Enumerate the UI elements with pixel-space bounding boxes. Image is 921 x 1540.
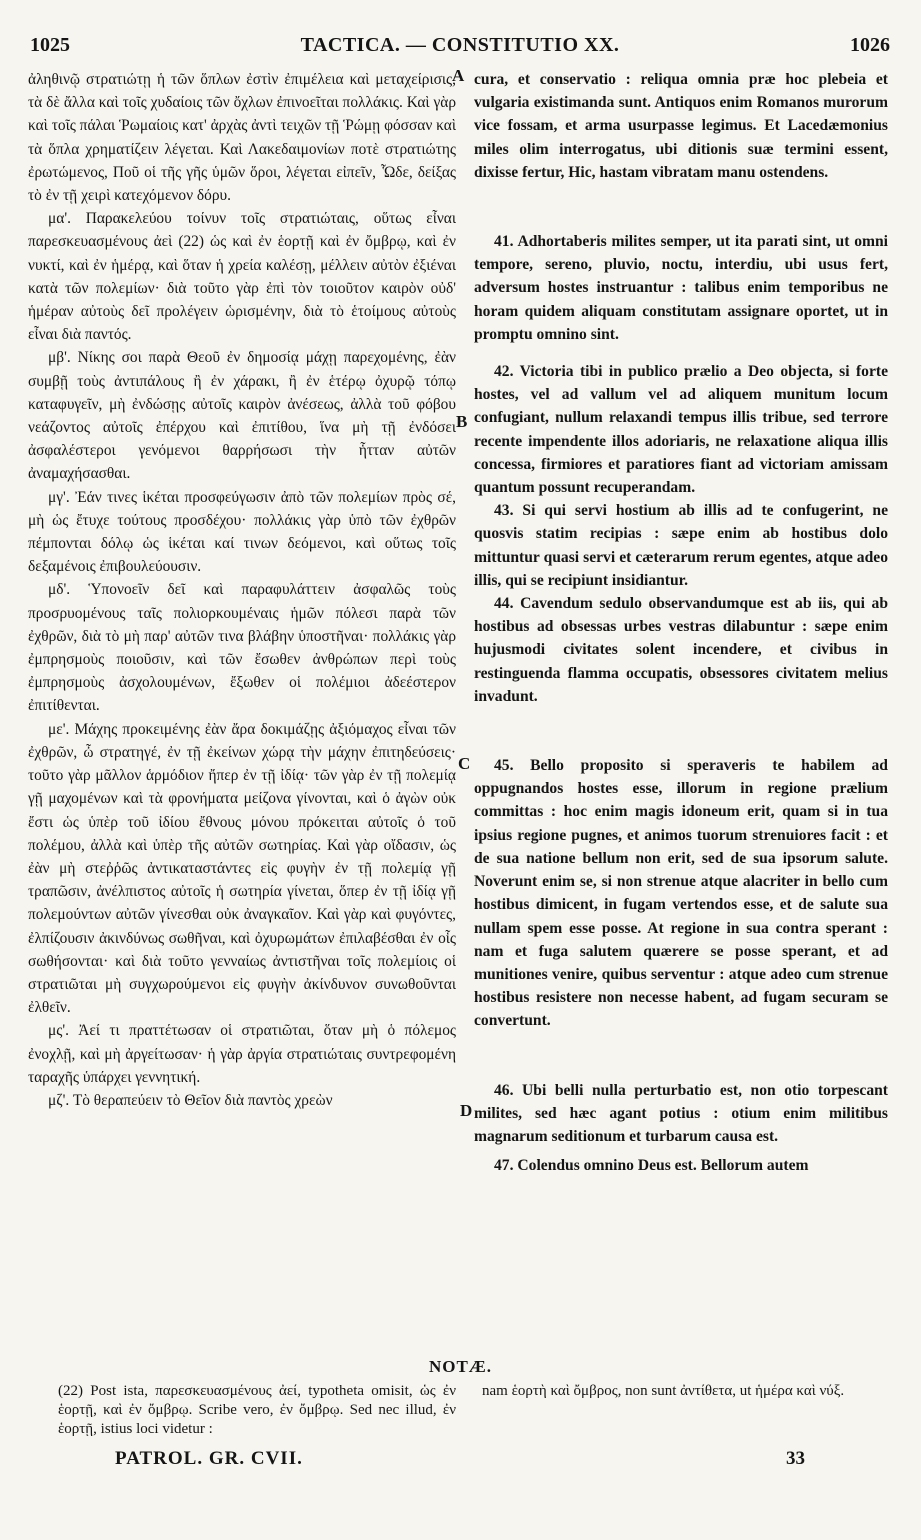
left-page-number: 1025 [30, 34, 70, 56]
latin-paragraph-46: 46. Ubi belli nulla perturbatio est, non otio torpescant milites, sed hæc agant potius : otium enim militibus magnarum seditionum et turbarum causa est. [474, 1081, 888, 1145]
latin-paragraph-42: 42. Victoria tibi in publico prælio a Deo objecta, si forte hostes, vel ad vallum vel ad aliquem munitum locum confugiant, nullum relaxandi tempus illis tribue, sed terrore recente impendente illos adoriaris, ne relaxatione aliqua illis concessa, firmiores et paratiores fiant ad victoriam amissam quantum possunt recuperandam. [474, 363, 888, 497]
margin-letter-c: C [458, 754, 471, 773]
margin-letter-a: A [452, 66, 465, 85]
latin-paragraph-47: 47. Colendus omnino Deus est. Bellorum autem [494, 1157, 809, 1175]
running-header [30, 34, 890, 58]
greek-paragraph-41: μα'. Παρακελεύου τοίνυν τοῖς στρατιώταις, οὕτως εἶναι παρεσκευασμένους ἀεὶ (22) ὡς καὶ ἐν ἑορτῇ καὶ ἐν ὄμβρῳ, καὶ ἐν νυκτί, καὶ ἐν ἡμέρᾳ, καὶ ὅταν ἡ χρεία καλέσῃ, μέλλειν αὐτὸν ἐξιέναι κατὰ τῶν πολεμίων· διὰ τοῦτο γὰρ ἐπὶ τὸν τοιοῦτον καιρὸν οὐδ' ἡμέραν αὐτοὺς δεῖ προλέγειν ὡρισμένην, διὰ τὸ ἑτοίμους αὐτοὺς εἶναι διὰ παντός. [28, 210, 456, 344]
note-22-right: nam ἑορτὴ καὶ ὄμβρος, non sunt ἀντίθετα, ut ἡμέρα καὶ νύξ. [482, 1383, 845, 1399]
greek-paragraph-intro: ἀληθινῷ στρατιώτῃ ἡ τῶν ὅπλων ἐστὶν ἐπιμέλεια καὶ μεταχείρισις, τὰ δὲ ἄλλα καὶ τοῖς χυδαίοις τῶν ὄχλων ἐπινοεῖται πολλάκις. Καὶ γὰρ καὶ τοῖς πάλαι Ῥωμαίοις κατ' ἀρχὰς ἀντὶ τειχῶν τῇ Ῥώμῃ φόσσαν καὶ τὰ ὅπλα χρηματίζειν λέγεται. Καὶ Λακεδαιμονίων ποτὲ στρατιώτης ἐρωτώμενος, Ποῦ οἱ τῆς γῆς ὑμῶν ὅροι, λέγεται εἰπεῖν, Ὧδε, δείξας τὸ ἐν τῇ χειρὶ κατεχόμενον δόρυ. [28, 71, 456, 205]
running-title: TACTICA. — CONSTITUTIO XX. [300, 34, 620, 56]
greek-paragraph-47: μζ'. Τὸ θεραπεύειν τὸ Θεῖον διὰ παντὸς χρεὼν [48, 1091, 333, 1109]
latin-paragraph-45: 45. Bello proposito si speraveris te habilem ad oppugnandos hostes esse, illorum in regione prælium committas : hoc enim magis idoneum erit, quam si in tua ipsius regione pugnes, et animos tuorum strenuiores facit : et de sua natione bellum non erit, sed de sua ipsorum salute. Noverunt enim se, si non strenue atque alacriter in bello cum hostibus dimicent, in fugam vertendos esse, et de salute sua nullam spem esse posse. At regione in sua contra sperant : nam et fuga salutem quærere se posse sperant, et ad munitiones venire, quibus serventur : atque adeo cum strenue hostibus resistere non necesse habent, ad fugam securam se convertunt. [474, 757, 888, 1030]
latin-paragraph-44: 44. Cavendum sedulo observandumque est ab iis, qui ab hostibus ad obsessas urbes vestras dilabuntur : sæpe enim hujusmodi civitates solent incendere, et civibus in restinguenda flamma occupatis, obsessores civitatem melius invadunt. [474, 595, 888, 705]
note-22-left: (22) Post ista, παρεσκευασμένους ἀεί, typotheta omisit, ὡς ἐν ἑορτῇ, καὶ ἐν ὄμβρῳ. Scribe vero, ἐν ὄμβρῳ. Sed nec illud, ἐν ἑορτῇ, istius loci videtur : [58, 1383, 456, 1437]
greek-paragraph-43: μγ'. Ἐάν τινες ἱκέται προσφεύγωσιν ἀπὸ τῶν πολεμίων πρὸς σέ, μὴ ὡς ἔτυχε τούτους προσδέχου· πολλάκις γὰρ ὑπὸ τῶν ἐχθρῶν πέμπονται δόλῳ ὡς ἱκέται καί τινων δεόμενοι, καὶ οὕτως τοῖς δεξαμένοις ἐπιβουλεύουσιν. [28, 488, 456, 576]
latin-column [474, 68, 888, 1177]
latin-paragraph-41: 41. Adhortaberis milites semper, ut ita parati sint, ut omni tempore, sereno, pluvio, noctu, interdiu, ubi usus fert, adversum hostes instruantur : talibus enim temporibus ne horam quidem aliquam constitutam assignare oportet, ut in promptu omnino sint. [474, 233, 888, 343]
signature-mark: PATROL. GR. CVII. [115, 1448, 303, 1469]
latin-paragraph-intro: cura, et conservatio : reliqua omnia præ hoc plebeia et vulgaria existimanda sunt. Antiquos enim Romanos murorum vice fossam, et arma usurpasse legimus. Et Lacedæmonius miles olim interrogatus, ubi ditionis suæ termini essent, dixisse fertur, Hic, hastam vibratam manu ostendens. [474, 71, 888, 181]
greek-paragraph-45: με'. Μάχης προκειμένης ἐὰν ἄρα δοκιμάζῃς ἀξιόμαχος εἶναι τῶν ἐχθρῶν, ὦ στρατηγέ, ἐν τῇ ἐκείνων χώρᾳ τὴν μάχην ἐπιτηδεύσεις· τοῦτο γὰρ μᾶλλον ἁρμόδιον ἤπερ ἐν τῇ ἰδίᾳ· τῶν γὰρ ἐν τῇ πολεμίᾳ γῇ μαχομένων καὶ τὰ φρονήματα μείζονα γίνονται, καὶ ὁ ἀγὼν οὐκ ἔστι ὡς ὑπὲρ τοῦ ἰδίου ἔθνους μόνου πρόκειται αὐτοῖς ὁ τοῦ πολέμου, ἀλλὰ καὶ ὑπὲρ τῆς αὐτῶν σωτηρίας. Καὶ γὰρ οἴδασιν, ὡς ἐὰν μὴ στεῤῥῶς ἀντικαταστάντες εἰς φυγὴν ἐν τῇ πολεμίᾳ γῇ τραπῶσιν, ἀνέλπιστος αὐτοῖς ἡ σωτηρία γίνεται, ὅπερ ἐν τῇ ἰδίᾳ γῇ πολεμούντων αὐτῶν γίνεσθαι οὐκ ἀναγκαῖον. Καὶ γὰρ καὶ φυγόντες, ἐλπίζουσιν ἀκινδύνως σωθῆναι, καὶ ὀχυρωμάτων ἐπιλαβέσθαι ἐν οἷς σωθήσονται· καὶ διὰ τοῦτο γενναίως ἀντιστῆναι τοῖς πολεμίοις οἱ στρατιῶται μὴ συγχωρούμενοι εἰς φυγὴν ἀκίνδυνον συνωθοῦνται ἐλθεῖν. [28, 720, 456, 1017]
greek-paragraph-44: μδ'. Ὑπονοεῖν δεῖ καὶ παραφυλάττειν ἀσφαλῶς τοὺς προσρυομένους ταῖς πολιορκουμέναις ἡμῶν πόλεσι παρὰ τῶν ἐχθρῶν, διὰ τὸ μὴ παρ' αὐτῶν τινα βλάβην ὑποστῆναι· πολλάκις γὰρ ἐμπρησμοὺς ποιοῦσιν, καὶ τῶν ἔσωθεν ἀνθρώπων περὶ τοὺς ἐμπρησμοὺς ἀσχολουμένων, ἔξωθεν οἱ πολέμιοι ἀδεέστερον ἐπιτίθενται. [28, 581, 456, 715]
notes-title: NOTÆ. [428, 1357, 493, 1376]
right-page-number: 1026 [850, 34, 890, 56]
sheet-number: 33 [786, 1448, 805, 1469]
greek-paragraph-46: μς'. Ἀεί τι πραττέτωσαν οἱ στρατιῶται, ὅταν μὴ ὁ πόλεμος ἐνοχλῇ, καὶ μὴ ἀργείτωσαν· ἡ γὰρ ἀργία στρατιώταις συντρεφομένη ταραχῆς ὑπάρχει γεννητική. [28, 1022, 456, 1086]
greek-column [28, 68, 456, 1112]
greek-paragraph-42: μβ'. Νίκης σοι παρὰ Θεοῦ ἐν δημοσίᾳ μάχῃ παρεχομένης, ἐὰν συμβῇ τοὺς ἀντιπάλους ἢ ἐν χάρακι, ἢ ἐν ἑτέρῳ ὀχυρῷ τόπῳ καταφυγεῖν, μὴ ἐνδώσῃς αὐτοῖς καιρὸν ἀνέσεως, ἀλλὰ τοῦ φόβου νεάζοντος αὐτοῖς ἐπέρχου καὶ ἐπιτίθου, ἵνα μὴ τῇ ἐνδόσει ἀσφαλέστεροι γενόμενοι θαρρήσωσι τὴν ἧτταν αὐτῶν ἀναμαχήσασθαι. [28, 349, 456, 483]
margin-letter-d: D [460, 1101, 473, 1120]
latin-paragraph-43: 43. Si qui servi hostium ab illis ad te confugerint, ne quosvis statim recipias : sæpe enim ab hostibus dolo mittuntur quasi servi et cæterarum rerum egentes, atque adeo illis, qui se recipiunt insidiantur. [474, 502, 888, 589]
margin-letter-b: B [456, 412, 468, 431]
